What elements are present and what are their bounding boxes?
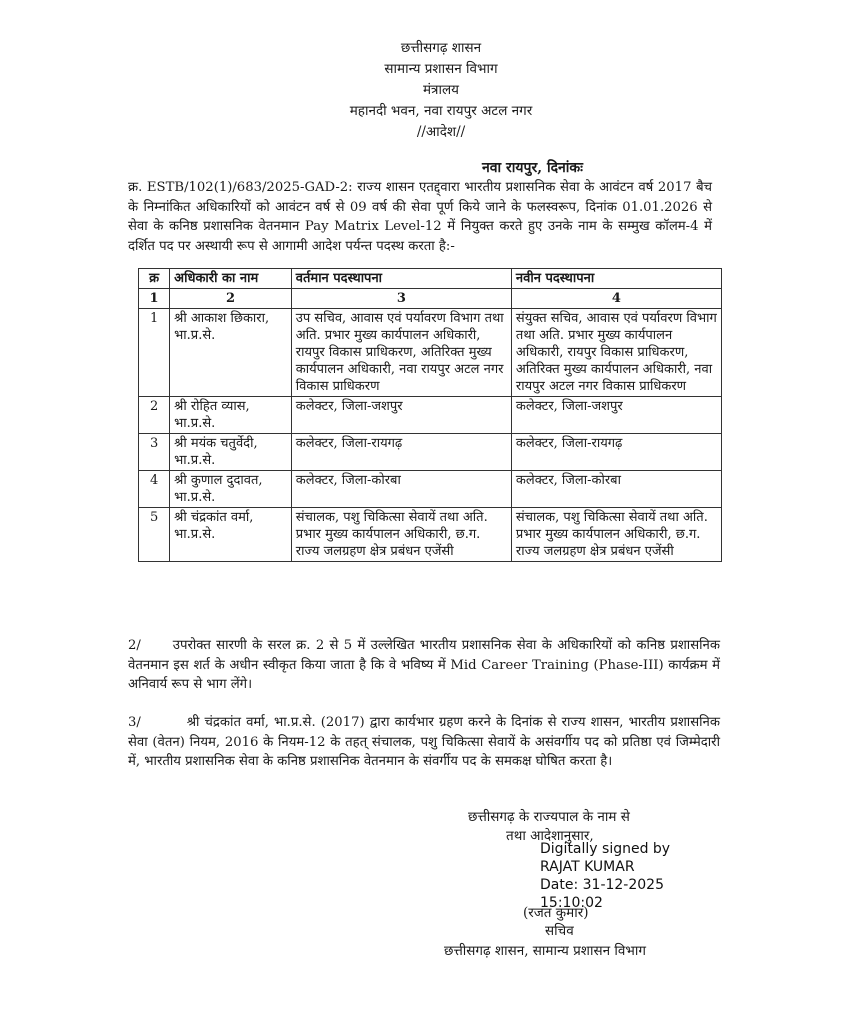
- digital-signature-line: Digitally signed by: [540, 841, 671, 857]
- table-header-row: [139, 269, 722, 289]
- signatory-office: छत्तीसगढ़ शासन, सामान्य प्रशासन विभाग: [444, 943, 646, 959]
- order-text: राज्य शासन एतद्द्वारा भारतीय प्रशासनिक सेवा के आवंटन वर्ष 2017 बैच के निम्नांकित अधिकारियों को आवंटन वर्ष से 09 वर्ष की सेवा पूर्ण किये जाने के फलस्वरूप, दिनांक 01.01.2026 से सेवा के कनिष्ठ प्रशासनिक वेतनमान Pay Matrix Level-12 में नियुक्त करते हुए उनके नाम के सम्मुख कॉलम-4 में दर्शित पद पर अस्थायी रूप से आगामी आदेश पर्यन्त पदस्थ करता है:-: [128, 180, 712, 254]
- cell-current: कलेक्टर, जिला-कोरबा: [291, 471, 511, 508]
- header-current-posting: वर्तमान पदस्थापना: [291, 269, 511, 289]
- digital-signature-time: 15:10:02: [540, 895, 603, 911]
- signatory-name: (रजत कुमार): [523, 905, 589, 921]
- cell-current: उप सचिव, आवास एवं पर्यावरण विभाग तथा अति. प्रभार मुख्य कार्यपालन अधिकारी, रायपुर विकास प्राधिकरण, अतिरिक्त मुख्य कार्यपालन अधिकारी, नवा रायपुर अटल नगर विकास प्राधिकरण: [291, 309, 511, 397]
- cell-name: श्री चंद्रकांत वर्मा, भा.प्र.से.: [170, 508, 292, 562]
- cell-sn: 3: [139, 434, 170, 471]
- cell-name: श्री आकाश छिकारा, भा.प्र.से.: [170, 309, 292, 397]
- digital-signature-date: Date: 31-12-2025: [540, 877, 664, 893]
- digital-signature-block: [540, 840, 670, 912]
- table-row: [139, 508, 722, 562]
- paragraph-2-text: उपरोक्त सारणी के सरल क्र. 2 से 5 में उल्लेखित भारतीय प्रशासनिक सेवा के अधिकारियों को कनिष्ठ प्रशासनिक वेतनमान इस शर्त के अधीन स्वीकृत किया जाता है कि वे भविष्य में Mid Career Training (Phase-III) कार्यक्रम में अनिवार्य रूप से भाग लेंगे।: [128, 638, 720, 692]
- cell-name: श्री रोहित व्यास, भा.प्र.से.: [170, 397, 292, 434]
- cell-new: कलेक्टर, जिला-जशपुर: [511, 397, 721, 434]
- header-officer-name: अधिकारी का नाम: [170, 269, 292, 289]
- paragraph-2-number: 2/: [128, 638, 141, 653]
- signature-authority-line: छत्तीसगढ़ के राज्यपाल के नाम से: [468, 809, 630, 825]
- col-num: 4: [511, 289, 721, 309]
- header-sn: क्र: [139, 269, 170, 289]
- column-number-row: [139, 289, 722, 309]
- paragraph-3: [128, 713, 720, 772]
- digital-signature-name: RAJAT KUMAR: [540, 859, 635, 875]
- cell-sn: 4: [139, 471, 170, 508]
- cell-new: संयुक्त सचिव, आवास एवं पर्यावरण विभाग तथा अति. प्रभार मुख्य कार्यपालन अधिकारी, रायपुर विकास प्राधिकरण, अतिरिक्त मुख्य कार्यपालन अधिकारी, नवा रायपुर अटल नगर विकास प्राधिकरण: [511, 309, 721, 397]
- cell-name: श्री कुणाल दुदावत, भा.प्र.से.: [170, 471, 292, 508]
- table-row: [139, 397, 722, 434]
- order-number: क्र. ESTB/102(1)/683/2025-GAD-2:: [128, 180, 353, 195]
- paragraph-2: [128, 636, 720, 695]
- paragraph-3-text: श्री चंद्रकांत वर्मा, भा.प्र.से. (2017) द्वारा कार्यभार ग्रहण करने के दिनांक से राज्य शासन, भारतीय प्रशासनिक सेवा (वेतन) नियम, 2016 के नियम-12 के तहत् संचालक, पशु चिकित्सा सेवायें के असंवर्गीय पद को प्रतिष्ठा एवं जिम्मेदारी में, भारतीय प्रशासनिक सेवा के कनिष्ठ प्रशासनिक वेतनमान के संवर्गीय पद के समकक्ष घोषित करता है।: [128, 715, 720, 769]
- table-row: [139, 434, 722, 471]
- document-header: [0, 38, 852, 143]
- cell-name: श्री मयंक चतुर्वेदी, भा.प्र.से.: [170, 434, 292, 471]
- col-num: 3: [291, 289, 511, 309]
- place-date: नवा रायपुर, दिनांकः: [482, 160, 583, 176]
- header-line-ministry: मंत्रालय: [422, 82, 459, 98]
- cell-new: कलेक्टर, जिला-कोरबा: [511, 471, 721, 508]
- cell-new: संचालक, पशु चिकित्सा सेवायें तथा अति. प्रभार मुख्य कार्यपालन अधिकारी, छ.ग. राज्य जलग्रहण क्षेत्र प्रबंधन एजेंसी: [511, 508, 721, 562]
- cell-sn: 5: [139, 508, 170, 562]
- col-num: 1: [139, 289, 170, 309]
- col-num: 2: [170, 289, 292, 309]
- paragraph-3-number: 3/: [128, 715, 141, 730]
- header-line-order: //आदेश//: [416, 124, 466, 140]
- cell-new: कलेक्टर, जिला-रायगढ़: [511, 434, 721, 471]
- order-paragraph: [128, 178, 712, 256]
- cell-current: कलेक्टर, जिला-जशपुर: [291, 397, 511, 434]
- cell-current: कलेक्टर, जिला-रायगढ़: [291, 434, 511, 471]
- cell-current: संचालक, पशु चिकित्सा सेवायें तथा अति. प्रभार मुख्य कार्यपालन अधिकारी, छ.ग. राज्य जलग्रहण क्षेत्र प्रबंधन एजेंसी: [291, 508, 511, 562]
- header-line-dept: सामान्य प्रशासन विभाग: [384, 61, 498, 77]
- table-row: [139, 471, 722, 508]
- table-row: [139, 309, 722, 397]
- posting-table: [138, 268, 722, 562]
- header-line-address: महानदी भवन, नवा रायपुर अटल नगर: [349, 103, 533, 119]
- cell-sn: 1: [139, 309, 170, 397]
- header-new-posting: नवीन पदस्थापना: [511, 269, 721, 289]
- signature-order-line: तथा आदेशानुसार,: [506, 828, 594, 844]
- cell-sn: 2: [139, 397, 170, 434]
- header-line-govt: छत्तीसगढ़ शासन: [400, 40, 482, 56]
- signatory-designation: सचिव: [545, 923, 574, 939]
